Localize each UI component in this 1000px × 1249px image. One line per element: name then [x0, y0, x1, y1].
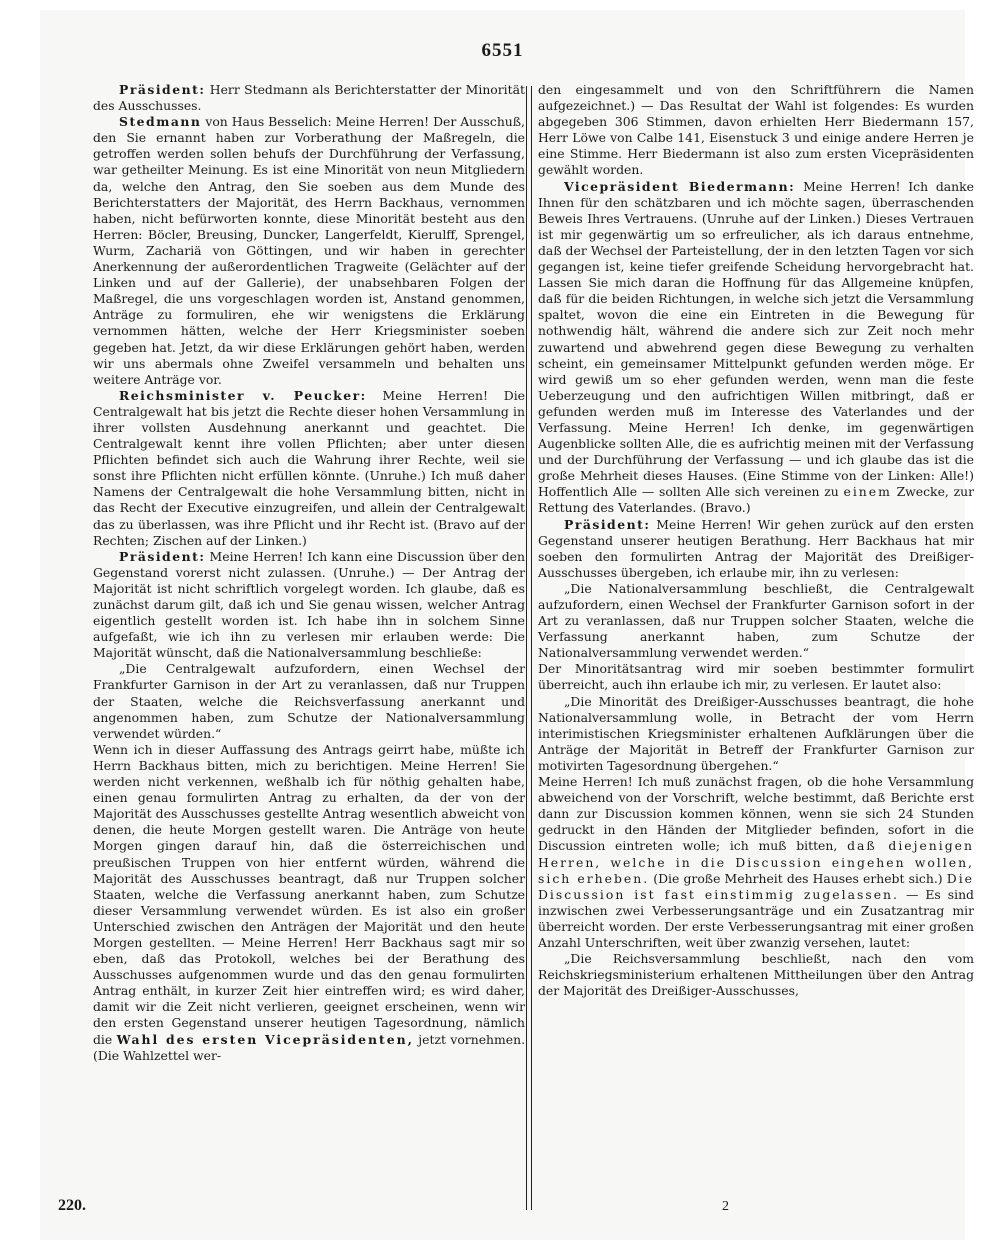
paragraph-minority-intro: Der Minoritätsantrag wird mir soeben bestimmter formulirt überreicht, auch ihn erlaube ich mir, zu verlesen. Er lautet also: — [538, 661, 974, 693]
emphasis-text: Die Discussion ist fast einstimmig zugelassen. — [538, 870, 975, 902]
paragraph-biedermann — [538, 179, 974, 517]
column-divider — [526, 86, 532, 1210]
paragraph-text: Meine Herren! Die Centralgewalt hat bis jetzt die Rechte dieser hohen Versammlung in ihrer vollsten Ausdehnung anerkannt und geachtet. Die Centralgewalt kennt ihre vollen Pflichten; aber unter diesen Pflichten befindet sich auch die Wahrung ihrer Rechte, weil sie sonst ihre Pflichten nicht erfüllen könnte. (Unruhe.) Ich muß daher Namens der Centralgewalt die hohe Versammlung bitten, nicht in das Recht der Executive einzugreifen, und allein der Centralgewalt das zu überlassen, was ihre Pflicht und ihr Recht ist. (Bravo auf der Rechten; Zischen auf der Linken.) — [93, 387, 525, 548]
paragraph-praesident-3 — [538, 517, 974, 581]
paragraph-praesident-2 — [93, 549, 525, 662]
signature-mark: 2 — [722, 1199, 729, 1214]
paragraph-continuation — [93, 742, 525, 1064]
paragraph-text: von Haus Besselich: Meine Herren! Der Ausschuß, den Sie ernannt haben zur Vorberathung der Maßregeln, die getroffen werden sollen behufs der Durchführung der Verfassung, war getheilter Meinung. Es ist eine Minorität von neun Mitgliedern da, welche den Antrag, den Sie soeben aus dem Munde des Berichterstatters der Majorität, des Herrn Backhaus, vernommen haben, nicht befürworten konnte, diese Minorität besteht aus den Herren: Böcler, Breusing, Duncker, Langerfeldt, Kierulff, Sprengel, Wurm, Zachariä von Göttingen, und wir haben in gerechter Anerkennung der außerordentlichen Tragweite (Gelächter auf der Linken und auf der Gallerie), der unabsehbaren Folgen der Maßregel, die uns vorgeschlagen worden ist, Anstand genommen, Anträge zu formuliren, ehe wir wenigstens die Erklärung vernommen hätten, welche der Herr Kriegsminister soeben gegeben hat. Jetzt, da wir diese Erklärungen gehört haben, werden wir uns abermals ohne Zweifel versammeln und behalten uns weitere Anträge vor. — [93, 114, 525, 387]
speaker-name: Präsident: — [119, 548, 206, 564]
quoted-motion-2: „Die Nationalversammlung beschließt, die Centralgewalt aufzufordern, einen Wechsel der Frankfurter Garnison sofort in der Art zu veranlassen, daß nur Truppen solcher Staaten, welche die Verfassung anerkannt haben, zum Schutze der Nationalversammlung verwendet werden.“ — [538, 580, 974, 661]
paragraph-text: Meine Herren! Ich muß zunächst fragen, ob die hohe Versammlung abweichend von der Vorschrift, welche bestimmt, daß Berichte erst dann zur Discussion kommen können, wenn sie sich 24 Stunden gedruckt in den Händen der Mitglieder befinden, sofort in die Discussion eintreten wolle; ich muß bitten, — [538, 774, 974, 854]
paragraph-text: (Die große Mehrheit des Hauses erhebt sich.) — [649, 870, 947, 886]
quoted-motion-4: „Die Reichsversammlung beschließt, nach den vom Reichskriegsministerium erhaltenen Mittheilungen über den Antrag der Majorität des Dreißiger-Ausschusses, — [538, 951, 974, 999]
paragraph-text: Herr Stedmann als Berichterstatter der Minorität des Ausschusses. — [93, 82, 525, 114]
paragraph-text: Meine Herren! Ich kann eine Discussion über den Gegenstand vorerst nicht zulassen. (Unruhe.) — Der Antrag der Majorität ist nicht schriftlich vorgelegt worden. Ich glaube, daß es zunächst darum gilt, daß ich und Sie genau wissen, welcher Antrag eigentlich gestellt worden ist. Ich habe ihn in solchem Sinne aufgefaßt, wie ich ihn zu verlesen mir erlauben werde: Die Majorität wünscht, daß die Nationalversammlung beschließe: — [93, 548, 525, 661]
speaker-name: Reichsminister v. Peucker: — [119, 387, 367, 403]
paragraph-text: Meine Herren! Wir gehen zurück auf den ersten Gegenstand unserer heutigen Berathung. Herr Backhaus hat mir soeben den formulirten Antrag der Majorität des Dreißiger-Ausschusses übergeben, ich erlaube mir, ihn zu verlesen: — [538, 516, 974, 580]
paragraph-peucker — [93, 388, 525, 549]
paragraph-text: — Es sind inzwischen zwei Verbesserungsanträge und ein Zusatzantrag mir überreicht worden. Der erste Verbesserungsantrag mit einer großen Anzahl Unterschriften, weit über zwanzig versehen, lautet: — [538, 886, 974, 950]
paragraph-text: jetzt vornehmen. (Die Wahlzettel wer- — [93, 1031, 526, 1063]
speaker-name: Präsident: — [119, 82, 206, 97]
paragraph-text: Zwecke, zur Rettung des Vaterlandes. (Bravo.) — [538, 484, 975, 516]
emphasis-text: daß diejenigen Herren, welche in die Discussion eingehen wollen, sich erheben. — [538, 838, 974, 886]
page-number: 6551 — [481, 40, 524, 61]
paragraph-stedmann — [93, 114, 525, 388]
emphasis-text: Wahl des ersten Vicepräsidenten, — [116, 1031, 414, 1047]
paragraph-vote-result: den eingesammelt und von den Schriftführern die Namen aufgezeichnet.) — Das Resultat der Wahl ist folgendes: Es wurden abgegeben 306 Stimmen, davon erhielten Herr Biedermann 157, Herr Löwe von Calbe 141, Eisenstuck 3 und einige andere Herren je eine Stimme. Herr Biedermann ist also zum ersten Vicepräsidenten gewählt worden. — [538, 82, 974, 178]
speaker-name: Stedmann — [119, 114, 202, 130]
newspaper-page — [40, 10, 975, 1240]
paragraph-praesident-1 — [93, 82, 525, 114]
paragraph-discussion — [538, 774, 974, 951]
quoted-motion-1: „Die Centralgewalt aufzufordern, einen Wechsel der Frankfurter Garnison in der Art zu veranlassen, daß nur Truppen der Staaten, welche die Reichsverfassung anerkannt und angenommen haben, zum Schutze der Nationalversammlung verwendet würden.“ — [93, 661, 525, 741]
right-column — [538, 82, 974, 999]
paragraph-text: Wenn ich in dieser Auffassung des Antrags geirrt habe, müßte ich Herrn Backhaus bitten, mich zu berichtigen. Meine Herren! Sie werden nicht verkennen, weßhalb ich für nöthig gehalten habe, einen genau formulirten Antrag zu erhalten, da der von der Majorität des Ausschusses gestellte Antrag wesentlich abweicht von denen, die heute Morgen gestellt waren. Die Anträge von heute Morgen gingen darauf hin, daß die österreichischen und preußischen Truppen von hier entfernt würden, während die Majorität des Ausschusses beantragt, daß nur Truppen solcher Staaten, welche die Verfassung anerkannt haben, zum Schutze dieser Versammlung verwendet würden. Es ist also ein großer Unterschied zwischen den Anträgen der Majorität und den heute Morgen gestellten. — Meine Herren! Herr Backhaus sagt mir so eben, daß das Protokoll, welches bei der Berathung des Ausschusses aufgenommen wurde und das den genau formulirten Antrag enthält, in kurzer Zeit hier eintreffen wird; es wird daher, damit wir die Zeit nicht verlieren, geeignet erscheinen, wenn wir den ersten Gegenstand unserer heutigen Tagesordnung, nämlich die — [93, 741, 525, 1047]
paragraph-text: Meine Herren! Ich danke Ihnen für den schätzbaren und ich möchte sagen, überraschenden Beweis Ihres Vertrauens. (Unruhe auf der Linken.) Dieses Vertrauen ist mir gegenwärtig um so erfreulicher, als ich daraus entnehme, daß der Wechsel der Parteistellung, der in den letzten Tagen vor sich gegangen ist, keine tiefer greifende Scheidung hervorgebracht hat. Lassen Sie mich daran die Hoffnung für das Allgemeine knüpfen, daß für die beiden Richtungen, in welche sich jetzt die Versammlung spaltet, wovon die eine ein Eintreten in die Bewegung für nothwendig hält, während die andere sich zur Zeit noch mehr zuwartend und abwehrend gegen diese Bewegung zu verhalten scheint, ein gemeinsamer Mittelpunkt gefunden werden möge. Er wird gewiß um so eher gefunden werden, wenn man die feste Ueberzeugung und den aufrichtigen Willen mitbringt, daß er gefunden werden muß im Interesse des Vaterlandes und der Verfassung. Meine Herren! Ich denke, im gegenwärtigen Augenblicke sollten Alle, die es aufrichtig meinen mit der Verfassung und der Durchführung der Verfassung — und ich glaube das ist die große Mehrheit dieses Hauses. (Eine Stimme von der Linken: Alle!) Hoffentlich Alle — sollten Alle sich vereinen zu — [538, 178, 974, 500]
speaker-name: Präsident: — [564, 516, 651, 532]
emphasis-text: einem — [843, 484, 892, 500]
quoted-motion-3: „Die Minorität des Dreißiger-Ausschusses beantragt, die hohe Nationalversammlung wolle, in Betracht der vom Herrn interimistischen Kriegsminister erhaltenen Aufklärungen über die Anträge der Majorität in Betreff der Frankfurter Garnison zur motivirten Tagesordnung übergehen.“ — [538, 693, 974, 773]
left-column — [93, 82, 525, 1064]
speaker-name: Vicepräsident Biedermann: — [564, 178, 796, 194]
sheet-number: 220. — [58, 1197, 86, 1214]
